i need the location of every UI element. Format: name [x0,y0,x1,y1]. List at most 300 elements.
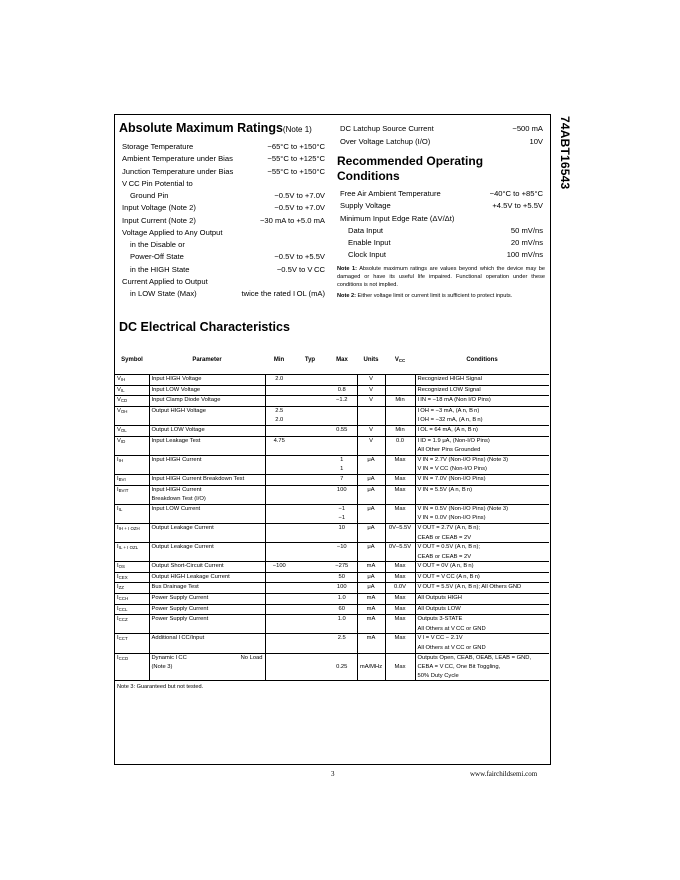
dc-table-row [115,604,549,615]
dc-max-cell [327,406,357,416]
dc-typ-cell [293,465,327,474]
dc-typ-cell [293,604,327,615]
latchup-label: DC Latchup Source Current [340,124,434,133]
dc-units-cell: V [357,396,385,407]
footer-url: www.fairchildsemi.com [470,770,538,778]
dc-cond-cell: I ID = 1.9 μA, (Non-I/O Pins) [415,436,549,446]
dc-typ-cell [293,495,327,504]
dc-units-cell [357,446,385,455]
dc-max-cell [327,625,357,634]
dc-units-cell [357,625,385,634]
dc-max-cell [327,495,357,504]
dc-units-cell: V [357,425,385,436]
dc-max-cell [327,436,357,446]
dc-units-cell: mA/MHz [357,663,385,672]
col-units: Units [357,346,385,375]
dc-vcc-cell: 0V–5.5V [385,543,415,553]
dc-symbol-cell [115,653,149,663]
recommended-value: 50 mV/ns [510,225,543,235]
recommended-label: Enable Input [348,238,391,247]
dc-min-cell [265,523,293,533]
dc-symbol-cell [115,406,149,416]
dc-symbol-cell [115,604,149,615]
dc-min-cell [265,504,293,514]
dc-parameter-cell: Output Leakage Current [149,523,265,533]
dc-cond-cell: V IN = 5.5V (A n, B n) [415,485,549,495]
dc-typ-cell [293,425,327,436]
dc-typ-cell [293,634,327,644]
dc-units-cell [357,672,385,681]
dc-symbol-cell [115,583,149,594]
dc-units-cell [357,495,385,504]
dc-parameter-cell [149,514,265,523]
dc-typ-cell [293,653,327,663]
dc-units-cell: mA [357,594,385,605]
dc-typ-cell [293,436,327,446]
dc-vcc-cell: 0V–5.5V [385,523,415,533]
dc-units-cell: μA [357,572,385,583]
dc-parameter-cell: Power Supply Current [149,604,265,615]
abs-max-value: −30 mA to +5.0 mA [259,215,325,225]
dc-symbol: V [117,386,121,393]
dc-typ-cell [293,485,327,495]
dc-symbol-cell [115,634,149,644]
dc-table-row [115,523,549,533]
dc-max-cell: −1 [338,515,346,522]
dc-characteristics-table [115,346,549,694]
dc-cond-cell: V IN = V CC (Non-I/O Pins) [415,465,549,474]
dc-vcc-cell [385,446,415,455]
dc-min-cell [265,663,293,672]
dc-cond-cell: V IN = 7.0V (Non-I/O Pins) [415,474,549,485]
dc-cond-cell: Recognized HIGH Signal [415,375,549,386]
dc-table-row [115,663,549,672]
dc-symbol-subscript: IL + I OZL [118,545,139,551]
dc-symbol: V [117,397,121,404]
col-parameter: Parameter [149,346,265,375]
abs-max-value: −0.5V to +5.5V [274,252,325,262]
dc-parameter-cell: Input LOW Current [149,504,265,514]
dc-cond-cell: CEAB or CEAB = 2V [415,553,549,562]
dc-symbol: I [117,635,119,642]
dc-max-cell: 1 [340,466,344,473]
dc-vcc-cell: Max [385,485,415,495]
recommended-label: Clock Input [348,250,386,260]
dc-units-cell: V [357,375,385,386]
dc-symbol-cell [115,663,149,672]
dc-max-cell: 1.0 [327,594,357,605]
dc-typ-cell [293,385,327,396]
dc-parameter-cell [149,625,265,634]
notes-block [337,265,545,303]
dc-symbol: V [117,407,121,414]
dc-max-cell [327,534,357,543]
dc-units-cell [357,514,385,523]
dc-vcc-cell [385,653,415,663]
dc-symbol-subscript: IL [118,506,123,512]
dc-symbol-subscript: CCT [118,636,128,642]
dc-units-cell: mA [357,615,385,625]
dc-symbol-subscript: BVIT [118,487,129,493]
dc-symbol: I [117,563,119,570]
dc-symbol: I [117,524,119,531]
col-symbol: Symbol [115,346,149,375]
dc-typ-cell [293,594,327,605]
dc-max-cell: 0.8 [327,385,357,396]
dc-typ-cell [293,562,327,573]
dc-units-cell: μA [357,485,385,495]
abs-max-label: Power-Off State [130,252,184,262]
dc-units-cell: μA [357,583,385,594]
dc-table-row [115,436,549,446]
dc-typ-cell [293,514,327,523]
abs-max-label: Voltage Applied to Any Output [122,227,223,237]
dc-table-row [115,572,549,583]
dc-symbol-cell [115,465,149,474]
dc-units-cell: mA [357,634,385,644]
dc-parameter-cell: Output Leakage Current [149,543,265,553]
dc-vcc-cell [385,495,415,504]
dc-symbol-subscript: IL [120,387,125,393]
dc-symbol-cell [115,543,149,553]
dc-symbol: I [117,616,119,623]
dc-max-cell: 60 [327,604,357,615]
dc-vcc-cell: Max [385,663,415,672]
dc-vcc-cell: Min [385,396,415,407]
dc-vcc-cell: Min [385,425,415,436]
dc-units-cell [357,416,385,425]
dc-typ-cell [293,644,327,653]
dc-symbol-cell [115,425,149,436]
dc-min-cell [265,495,293,504]
recommended-label: Minimum Input Edge Rate (ΔV/Δt) [340,213,455,223]
dc-max-cell [327,375,357,386]
dc-min-cell: 2.5 [265,406,293,416]
dc-symbol-cell [115,474,149,485]
dc-cond-cell: V IN = 0.5V (Non-I/O Pins) (Note 3) [415,504,549,514]
dc-table-row [115,406,549,416]
abs-max-label: Input Current (Note 2) [122,215,196,225]
abs-max-label: in LOW State (Max) [130,289,197,298]
dc-units-cell: mA [357,604,385,615]
dc-vcc-cell: Max [385,504,415,514]
dc-vcc-cell [385,416,415,425]
dc-parameter-cell [149,644,265,653]
dc-symbol-subscript: ID [120,438,126,444]
col-vcc: $V_{CC}$ [385,346,415,375]
dc-parameter-cell: Output HIGH Leakage Current [149,572,265,583]
dc-typ-cell [293,523,327,533]
dc-cond-cell: I OL = 64 mA, (A n, B n) [415,425,549,436]
dc-max-cell: −10 [327,543,357,553]
dc-min-cell [265,446,293,455]
dc-parameter-cell [149,534,265,543]
dc-parameter-cell: Bus Drainage Test [149,583,265,594]
recommended-value: +4.5V to +5.5V [492,201,543,211]
abs-max-label: in the Disable or [130,240,185,249]
dc-parameter-cell: Output Short-Circuit Current [149,562,265,573]
dc-symbol-subscript: OS [118,564,125,570]
dc-min-cell [265,514,293,523]
dc-parameter-cell [149,416,265,425]
dc-cond-cell: I OH = −3 mA, (A n, B n) [415,406,549,416]
dc-max-cell: 0.55 [327,425,357,436]
dc-vcc-cell: Max [385,634,415,644]
dc-parameter-cell: Input Leakage Test [149,436,265,446]
dc-header-row [115,346,549,375]
dc-max-cell: 100 [327,583,357,594]
dc-min-cell: −100 [265,562,293,573]
dc-vcc-cell: Max [385,474,415,485]
dc-symbol-cell [115,396,149,407]
dc-units-cell: μA [357,543,385,553]
dc-symbol-cell [115,514,149,523]
dc-symbol-subscript: IH + I OZH [118,525,140,531]
dc-cond-cell: I OH = −32 mA, (A n, B n) [415,416,549,425]
dc-cond-cell: 50% Duty Cycle [415,672,549,681]
dc-min-cell [265,474,293,485]
dc-vcc-cell [385,534,415,543]
dc-vcc-cell [385,375,415,386]
dc-cond-cell: All Outputs HIGH [415,594,549,605]
dc-symbol-cell [115,416,149,425]
dc-vcc-cell: 0.0V [385,583,415,594]
dc-table-row [115,385,549,396]
dc-min-cell [265,485,293,495]
dc-min-cell [265,465,293,474]
dc-symbol-cell [115,534,149,543]
dc-typ-cell [293,572,327,583]
abs-max-label: Current Applied to Output [122,276,208,286]
dc-cond-cell: CEBA = V CC, One Bit Toggling, [415,663,549,672]
dc-cond-cell: V OUT = 0.5V (A n, B n); [415,543,549,553]
col-conditions: Conditions [415,346,549,375]
dc-cond-cell: V IN = 2.7V (Non-I/O Pins) (Note 3) [415,455,549,465]
dc-min-cell [265,534,293,543]
dc-symbol-subscript: OL [120,427,127,433]
dc-parameter-cell [149,672,265,681]
abs-max-value: −55°C to +125°C [267,154,325,164]
dc-max-cell [327,416,357,425]
dc-max-cell: 10 [327,523,357,533]
dc-table-row [115,562,549,573]
dc-cond-cell: All Others at V CC or GND [415,625,549,634]
dc-min-cell [265,594,293,605]
dc-symbol-subscript: CCH [118,596,129,602]
dc-parameter-cell: Additional I CC/Input [149,634,265,644]
dc-min-cell: 4.75 [265,436,293,446]
dc-table-row [115,615,549,625]
dc-typ-cell [293,455,327,465]
dc-units-cell [357,465,385,474]
latchup-value: −500 mA [512,124,543,133]
dc-max-cell: 1 [327,455,357,465]
abs-max-value: twice the rated I OL (mA) [241,289,325,298]
dc-symbol-subscript: CEX [118,574,128,580]
dc-parameter-cell: Breakdown Test (I/O) [149,495,265,504]
dc-symbol: V [117,426,121,433]
dc-max-cell [327,446,357,455]
dc-vcc-cell [385,385,415,396]
recommended-label: Supply Voltage [340,201,391,211]
dc-typ-cell [293,534,327,543]
dc-typ-cell [293,504,327,514]
dc-vcc-cell: Max [385,572,415,583]
dc-table-row [115,504,549,514]
abs-max-label: Ground Pin [130,191,169,200]
dc-units-cell: μA [357,504,385,514]
dc-parameter-cell: Power Supply Current [149,594,265,605]
dc-table-row [115,534,549,543]
dc-vcc-cell [385,672,415,681]
dc-cond-cell: V OUT = 0V (A n, B n) [415,562,549,573]
dc-table-row [115,446,549,455]
dc-typ-cell [293,615,327,625]
dc-min-cell [265,625,293,634]
dc-symbol: I [117,505,119,512]
recommended-value: −40°C to +85°C [489,189,543,198]
dc-parameter-cell: Power Supply Current [149,615,265,625]
dc-cond-cell: Recognized LOW Signal [415,385,549,396]
abs-max-value: −0.5V to +7.0V [274,191,325,200]
dc-cond-cell: V OUT = 2.7V (A n, B n); [415,523,549,533]
dc-symbol-subscript: CD [120,398,128,404]
dc-vcc-cell: Max [385,562,415,573]
dc-parameter-cell: Input HIGH Current [149,485,265,495]
abs-max-label: in the HIGH State [130,264,190,274]
dc-units-cell: mA [357,562,385,573]
dc-parameter-cell: Output LOW Voltage [149,425,265,436]
dc-vcc-cell: 0.0 [385,436,415,446]
dc-typ-cell [293,406,327,416]
dc-parameter-cell: Input Clamp Diode Voltage [149,396,265,407]
dc-min-cell [265,634,293,644]
dc-min-cell [265,583,293,594]
dc-parameter-cell [149,663,265,672]
dc-symbol-cell [115,594,149,605]
dc-units-cell: μA [357,523,385,533]
dc-vcc-cell: Max [385,594,415,605]
dc-table-row [115,514,549,523]
dc-max-cell [327,553,357,562]
dc-min-cell [265,543,293,553]
dc-cond-cell: All Outputs LOW [415,604,549,615]
dc-parameter-cell: Input LOW Voltage [149,385,265,396]
dc-max-cell: 7 [327,474,357,485]
abs-max-value: −0.5V to V CC [276,264,325,274]
dc-parameter-cell [149,653,265,663]
dc-parameter-cell [149,446,265,455]
dc-symbol: I [117,654,119,661]
dc-symbol-subscript: OH [120,408,128,414]
dc-vcc-cell: Max [385,615,415,625]
dc-max-cell [327,644,357,653]
dc-cond-cell: V IN = 0.0V (Non-I/O Pins) [415,514,549,523]
abs-max-label: Storage Temperature [122,142,194,151]
dc-min-cell [265,396,293,407]
dc-max-cell: −275 [327,562,357,573]
dc-symbol-subscript: CCL [118,606,128,612]
dc-table-row [115,375,549,386]
dc-symbol: V [117,437,121,444]
dc-title: DC Electrical Characteristics [119,320,290,334]
dc-min-cell [265,385,293,396]
dc-cond-cell: CEAB or CEAB = 2V [415,534,549,543]
dc-min-cell [265,572,293,583]
dc-units-cell [357,644,385,653]
dc-cond-cell: Outputs Open, CEAB, OEAB, LEAB = GND, [415,653,549,663]
recommended-label: Data Input [348,225,384,235]
dc-units-cell [357,553,385,562]
note-1: Note 1: Absolute maximum ratings are values beyond which the device may be damaged or have its useful life impaired. Functional operation under these conditions is not implied. [337,266,546,288]
dc-typ-cell [293,672,327,681]
dc-typ-cell [293,583,327,594]
dc-max-cell: 0.25 [336,664,348,671]
part-number-vertical [556,116,572,216]
dc-max-cell [327,672,357,681]
dc-table-row [115,594,549,605]
dc-vcc-cell [385,514,415,523]
dc-symbol-cell [115,375,149,386]
latchup-value: 10V [529,136,543,146]
abs-max-value: −65°C to +150°C [267,142,325,151]
dc-parameter-cell: Input HIGH Current Breakdown Test [149,474,265,485]
dc-parameter-extra: No Load [240,654,263,661]
dc-parameter-cell: Output HIGH Voltage [149,406,265,416]
dc-units-cell: V [357,385,385,396]
dc-table-row [115,644,549,653]
abs-max-label: Junction Temperature under Bias [122,166,234,176]
dc-symbol: I [117,605,119,612]
part-number: 74ABT16543 [558,116,572,190]
dc-symbol-cell [115,485,149,495]
dc-symbol: V [117,376,121,382]
dc-max-cell: 2.5 [327,634,357,644]
recommended-value: 100 mV/ns [506,250,543,260]
dc-parameter: Dynamic I CC [151,654,187,661]
dc-symbol-subscript: CCZ [118,617,128,623]
dc-vcc-cell: Max [385,455,415,465]
dc-table-body [115,375,549,695]
dc-max-cell: −1.2 [327,396,357,407]
dc-min-cell [265,672,293,681]
dc-symbol-cell [115,455,149,465]
dc-min-cell: 2.0 [265,416,293,425]
abs-max-value: −55°C to +150°C [267,166,325,176]
dc-symbol: I [117,595,119,602]
dc-table-row [115,465,549,474]
dc-symbol-subscript: IH [120,377,126,382]
dc-min-cell [265,604,293,615]
dc-cond-cell: Outputs 3-STATE [415,615,549,625]
col-typ: Typ [293,346,327,375]
dc-symbol: I [117,573,119,580]
dc-min-cell [265,455,293,465]
dc-table-row [115,634,549,644]
dc-symbol-cell [115,504,149,514]
dc-table-row [115,625,549,634]
dc-typ-cell [293,396,327,407]
dc-max-cell: 100 [327,485,357,495]
dc-symbol-cell [115,615,149,625]
dc-parameter-cell [149,465,265,474]
dc-table-row [115,553,549,562]
dc-symbol: I [117,486,119,493]
note-2: Note 2: Either voltage limit or current limit is sufficient to protect inputs. [337,293,513,299]
dc-vcc-cell [385,644,415,653]
latchup-label: Over Voltage Latchup (I/O) [340,136,431,146]
dc-max-cell: 1.0 [327,615,357,625]
